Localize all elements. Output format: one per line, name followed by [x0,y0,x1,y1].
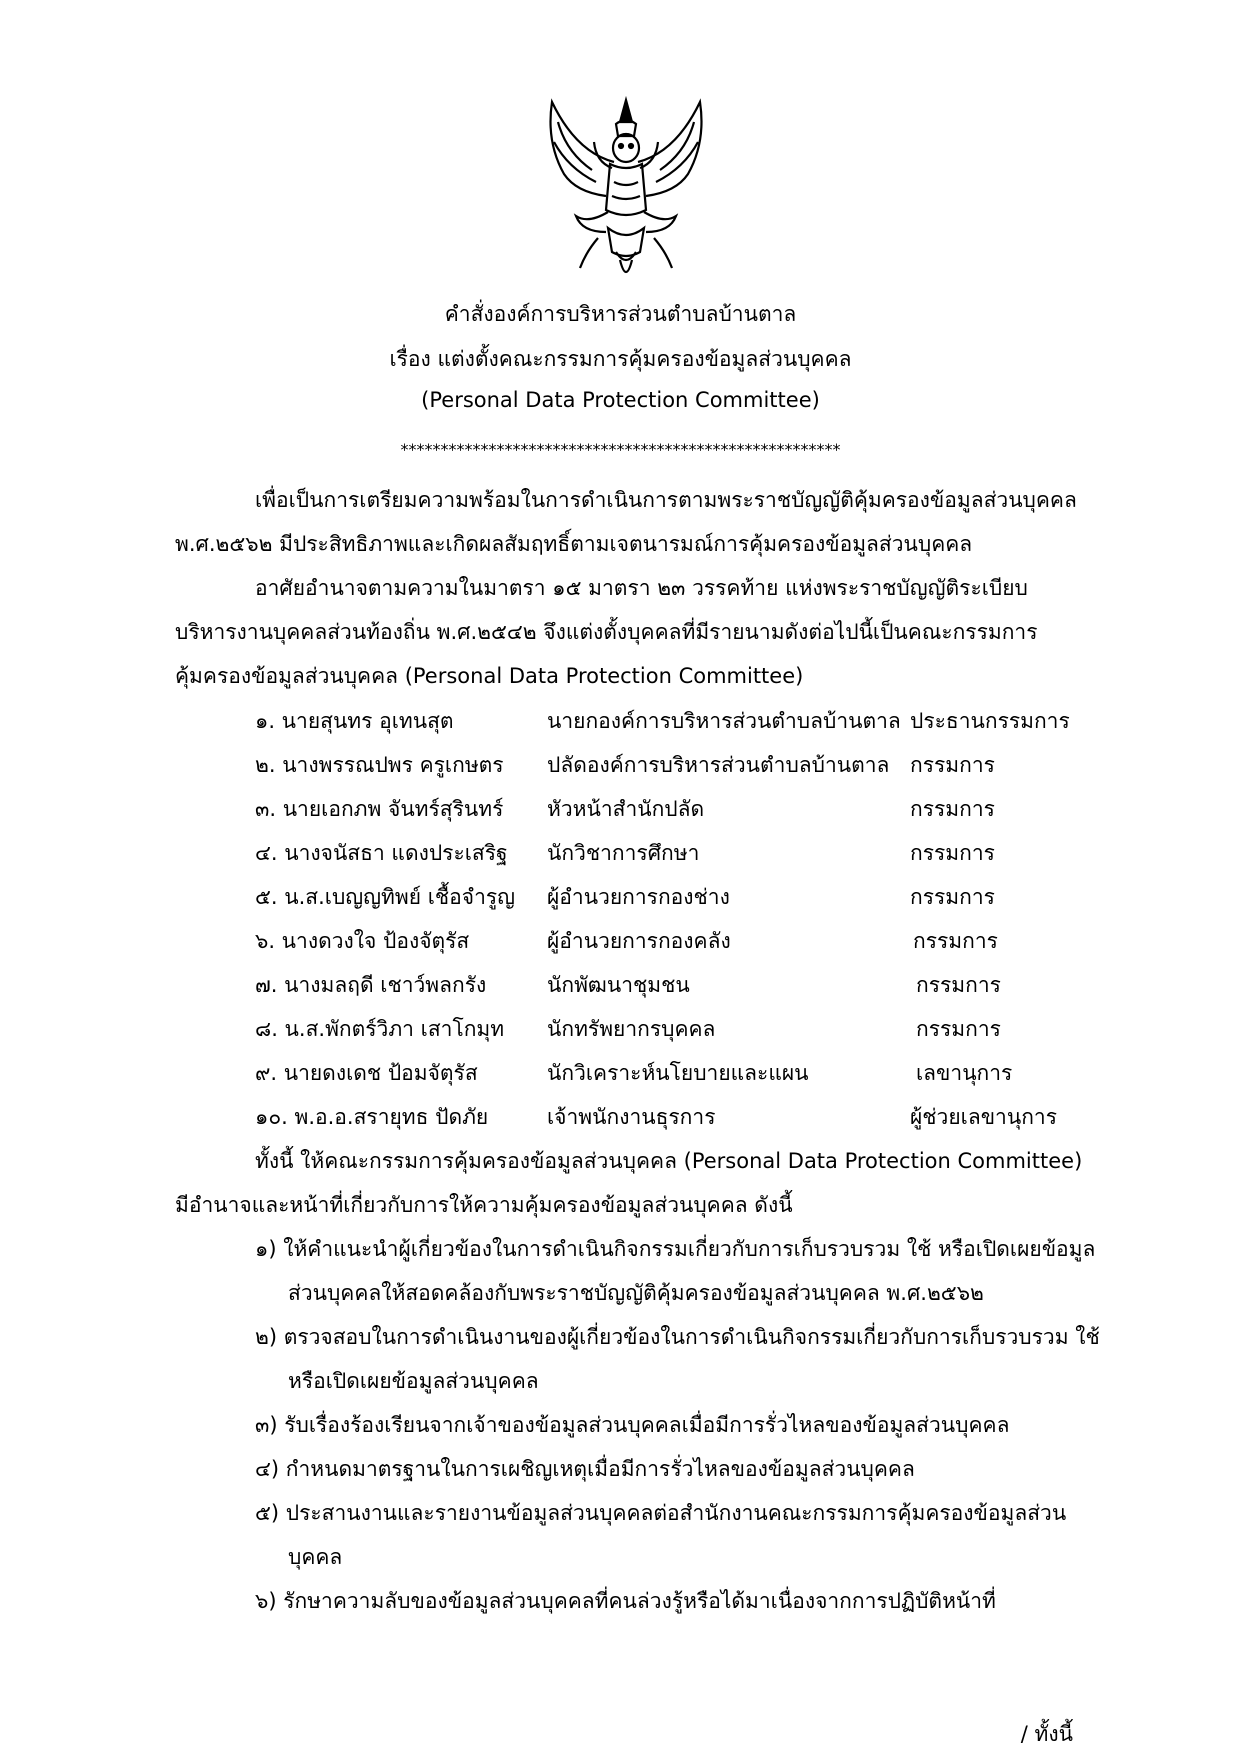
member-name: ๙. นายดงเดช ป้อมจัตุรัส [255,1061,478,1085]
member-name: ๕. น.ส.เบญญทิพย์ เชื้อจำรูญ [255,885,516,909]
member-role: กรรมการ [910,797,995,821]
member-role: กรรมการ [913,929,998,953]
order-title: คำสั่งองค์การบริหารส่วนตำบลบ้านตาล [444,302,797,326]
member-position: นักทรัพยากรบุคคล [547,1017,716,1041]
member-role: กรรมการ [916,973,1001,997]
garuda-emblem-icon [536,92,716,292]
member-name: ๖. นางดวงใจ ป้องจัตุรัส [255,929,470,953]
member-role: กรรมการ [916,1017,1001,1041]
duty-2-line-1: ๒) ตรวจสอบในการดำเนินงานของผู้เกี่ยวข้องในการดำเนินกิจกรรมเกี่ยวกับการเก็บรวบรวม ใช้ [255,1325,1100,1349]
member-name: ๔. นางจนัสธา แดงประเสริฐ [255,841,508,865]
member-role: กรรมการ [910,885,995,909]
paragraph-3-line-1: ทั้งนี้ ให้คณะกรรมการคุ้มครองข้อมูลส่วนบุคคล (Personal Data Protection Committee) [255,1149,1083,1173]
order-subject: เรื่อง แต่งตั้งคณะกรรมการคุ้มครองข้อมูลส่วนบุคคล [389,347,852,371]
duty-1-line-1: ๑) ให้คำแนะนำผู้เกี่ยวข้องในการดำเนินกิจกรรมเกี่ยวกับการเก็บรวบรวม ใช้ หรือเปิดเผยข้อมูล [255,1237,1096,1261]
paragraph-2-line-1: อาศัยอำนาจตามความในมาตรา ๑๕ มาตรา ๒๓ วรรคท้าย แห่งพระราชบัญญัติระเบียบ [255,576,1028,600]
duty-6: ๖) รักษาความลับของข้อมูลส่วนบุคคลที่คนล่วงรู้หรือได้มาเนื่องจากการปฏิบัติหน้าที่ [255,1589,996,1613]
member-position: นายกองค์การบริหารส่วนตำบลบ้านตาล [547,709,901,733]
member-role: ประธานกรรมการ [910,709,1070,733]
member-position: นักพัฒนาชุมชน [547,973,690,997]
paragraph-3-line-2: มีอำนาจและหน้าที่เกี่ยวกับการให้ความคุ้มครองข้อมูลส่วนบุคคล ดังนี้ [175,1193,793,1217]
duty-1-line-2: ส่วนบุคคลให้สอดคล้องกับพระราชบัญญัติคุ้มครองข้อมูลส่วนบุคคล พ.ศ.๒๕๖๒ [288,1281,984,1305]
member-name: ๗. นางมลฤดี เชาว์พลกรัง [255,973,487,997]
paragraph-2-line-3: คุ้มครองข้อมูลส่วนบุคคล (Personal Data Protection Committee) [175,664,804,688]
member-name: ๒. นางพรรณปพร ครูเกษตร [255,753,504,777]
duty-5-line-2: บุคคล [288,1545,343,1569]
member-position: นักวิเคราะห์นโยบายและแผน [547,1061,809,1085]
continued-marker: / ทั้งนี้ [1020,1722,1073,1746]
order-subject-english: (Personal Data Protection Committee) [421,388,820,412]
member-position: หัวหน้าสำนักปลัด [547,797,705,821]
paragraph-1-line-2: พ.ศ.๒๕๖๒ มีประสิทธิภาพและเกิดผลสัมฤทธิ์ตามเจตนารมณ์การคุ้มครองข้อมูลส่วนบุคคล [175,532,973,556]
member-role: ผู้ช่วยเลขานุการ [910,1105,1057,1129]
duty-5-line-1: ๕) ประสานงานและรายงานข้อมูลส่วนบุคคลต่อสำนักงานคณะกรรมการคุ้มครองข้อมูลส่วน [255,1501,1067,1525]
member-position: ผู้อำนวยการกองช่าง [547,885,730,909]
member-position: ปลัดองค์การบริหารส่วนตำบลบ้านตาล [547,753,890,777]
duty-2-line-2: หรือเปิดเผยข้อมูลส่วนบุคคล [288,1369,539,1393]
duty-4: ๔) กำหนดมาตรฐานในการเผชิญเหตุเมื่อมีการรั่วไหลของข้อมูลส่วนบุคคล [255,1457,915,1481]
member-name: ๑. นายสุนทร อุเทนสุต [255,709,454,733]
member-name: ๑๐. พ.อ.อ.สรายุทธ ปัดภัย [255,1105,489,1129]
member-position: เจ้าพนักงานธุรการ [547,1105,716,1129]
duty-3: ๓) รับเรื่องร้องเรียนจากเจ้าของข้อมูลส่วนบุคคลเมื่อมีการรั่วไหลของข้อมูลส่วนบุคคล [255,1413,1010,1437]
member-role: เลขานุการ [916,1061,1013,1085]
member-role: กรรมการ [910,841,995,865]
member-position: นักวิชาการศึกษา [547,841,700,865]
member-position: ผู้อำนวยการกองคลัง [547,929,731,953]
member-name: ๘. น.ส.พักตร์วิภา เสาโกมุท [255,1017,505,1041]
member-name: ๓. นายเอกภพ จันทร์สุรินทร์ [255,797,504,821]
paragraph-1-line-1: เพื่อเป็นการเตรียมความพร้อมในการดำเนินการตามพระราชบัญญัติคุ้มครองข้อมูลส่วนบุคคล [255,488,1077,512]
member-role: กรรมการ [910,753,995,777]
paragraph-2-line-2: บริหารงานบุคคลส่วนท้องถิ่น พ.ศ.๒๕๔๒ จึงแต่งตั้งบุคคลที่มีรายนามดังต่อไปนี้เป็นคณะกรรมการ [175,620,1038,644]
separator-line: ******************************************************* [400,440,841,459]
